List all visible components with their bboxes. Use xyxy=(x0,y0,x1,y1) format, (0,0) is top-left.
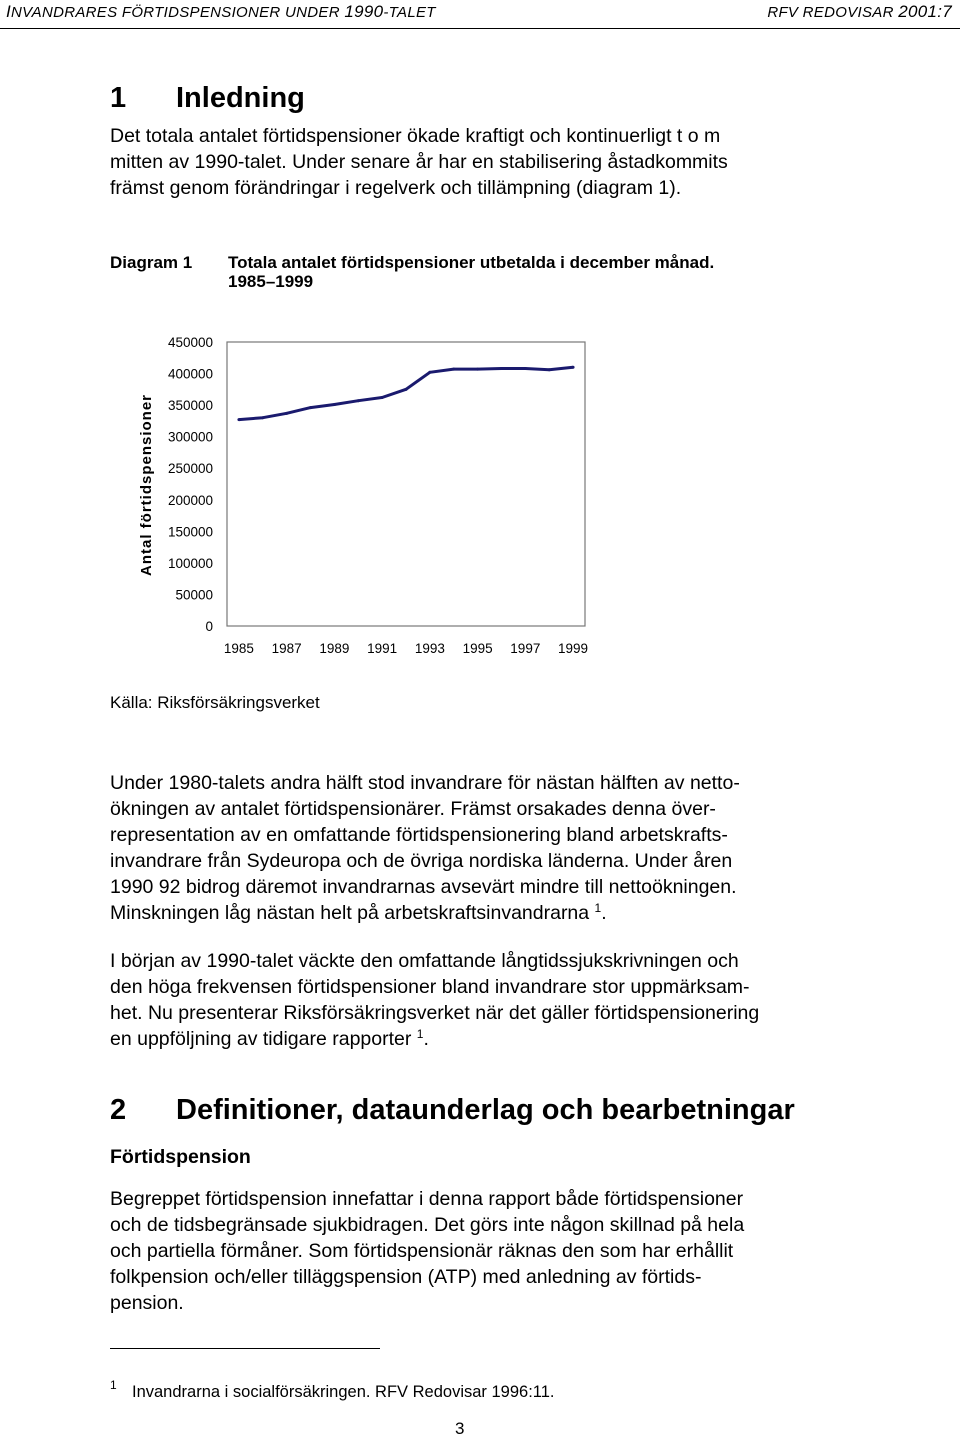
footnote-reference: 1 xyxy=(416,1027,424,1041)
diagram-subtitle: 1985–1999 xyxy=(228,272,314,291)
y-tick-label: 450000 xyxy=(167,335,213,350)
body-line-text: Minskningen låg nästan helt på arbetskraftsinvandrarna xyxy=(110,902,590,924)
y-tick-label: 100000 xyxy=(167,555,213,571)
header-left-initial: I xyxy=(6,2,12,21)
body-line: invandrare från Sydeuropa och de övriga nordiska länderna. Under åren xyxy=(110,850,733,872)
x-tick-label: 1991 xyxy=(367,641,398,656)
x-tick-label: 1987 xyxy=(271,641,302,656)
diagram-label: Diagram 1 xyxy=(110,253,193,272)
section-2-title: Definitioner, dataunderlag och bearbetningar xyxy=(176,1094,795,1126)
body-line: I början av 1990-talet väckte den omfattande långtidssjukskrivningen och xyxy=(110,950,739,972)
body-line xyxy=(110,900,850,926)
data-point xyxy=(476,368,479,371)
body-line: ökningen av antalet förtidspensionärer. Främst orsakades denna över- xyxy=(110,798,716,820)
diagram-title: Totala antalet förtidspensioner utbetalda i december månad. xyxy=(228,253,715,272)
sentence-end: . xyxy=(423,1028,429,1050)
body-line: Under 1980-talets andra hälft stod invandrare för nästan hälften av netto- xyxy=(110,772,740,794)
y-axis-label: Antal förtidspensioner xyxy=(138,393,155,577)
x-tick-label: 1997 xyxy=(510,641,541,656)
y-tick-label: 50000 xyxy=(175,587,213,603)
data-point xyxy=(381,396,384,399)
y-tick-label: 350000 xyxy=(167,398,213,414)
body-line xyxy=(110,1026,850,1052)
data-point xyxy=(261,416,264,419)
header-left-text: NVANDRARES FÖRTIDSPENSIONER UNDER xyxy=(11,4,345,21)
body-paragraph-2 xyxy=(110,948,850,1052)
subheading-fortidspension: Förtidspension xyxy=(110,1146,251,1168)
x-tick-label: 1985 xyxy=(223,641,254,656)
x-tick-label: 1989 xyxy=(319,641,350,656)
body-line: folkpension och/eller tilläggspension (ATP) med anledning av förtids- xyxy=(110,1266,702,1288)
y-tick-label: 400000 xyxy=(167,366,213,382)
intro-line: Det totala antalet förtidspensioner ökade kraftigt och kontinuerligt t o m xyxy=(110,125,721,147)
data-point xyxy=(500,367,503,370)
x-tick-label: 1995 xyxy=(462,641,493,656)
intro-line: mitten av 1990-talet. Under senare år har en stabilisering åstadkommits xyxy=(110,151,728,173)
data-point xyxy=(309,406,312,409)
data-point xyxy=(357,399,360,402)
body-line: representation av en omfattande förtidspensionering bland arbetskrafts- xyxy=(110,824,728,846)
body-line: den höga frekvensen förtidspensioner bland invandrare stor uppmärksam- xyxy=(110,976,750,998)
plot-frame xyxy=(227,342,585,626)
body-line: 1990 92 bidrog däremot invandrarnas avsevärt mindre till nettoökningen. xyxy=(110,876,737,898)
footnote-rule xyxy=(110,1348,380,1349)
data-point xyxy=(428,371,431,374)
body-line: het. Nu presenterar Riksförsäkringsverket när det gäller förtidspensionering xyxy=(110,1002,760,1024)
data-point xyxy=(548,368,551,371)
data-point xyxy=(333,403,336,406)
section-2-heading xyxy=(110,1094,795,1127)
footnote-reference: 1 xyxy=(594,901,602,915)
header-right-issue: 2001:7 xyxy=(898,2,952,21)
data-point xyxy=(452,368,455,371)
footnote xyxy=(110,1378,555,1402)
y-tick-label: 300000 xyxy=(167,429,213,445)
y-tick-label: 200000 xyxy=(167,492,213,508)
body-line: Begreppet förtidspension innefattar i denna rapport både förtidspensioner xyxy=(110,1188,744,1210)
x-tick-label: 1999 xyxy=(558,641,589,656)
body-line: och de tidsbegränsade sjukbidragen. Det görs inte någon skillnad på hela xyxy=(110,1214,745,1236)
section-2-number: 2 xyxy=(110,1094,127,1126)
definition-paragraph xyxy=(110,1186,850,1316)
header-right-text: RFV REDOVISAR xyxy=(767,4,899,21)
data-point xyxy=(285,412,288,415)
footnote-text: Invandrarna i socialförsäkringen. RFV Redovisar 1996:11. xyxy=(132,1383,555,1401)
section-1-number: 1 xyxy=(110,82,127,114)
footnote-number: 1 xyxy=(110,1378,117,1392)
chart-source: Källa: Riksförsäkringsverket xyxy=(110,693,320,712)
y-tick-label: 0 xyxy=(205,619,213,634)
data-point xyxy=(524,367,527,370)
page-number: 3 xyxy=(455,1419,465,1438)
data-point xyxy=(405,388,408,391)
line-chart xyxy=(0,0,960,700)
body-line: pension. xyxy=(110,1292,184,1314)
header-left-suffix: -TALET xyxy=(383,4,436,21)
body-line: och partiella förmåner. Som förtidspensionär räknas den som har erhållit xyxy=(110,1240,734,1262)
header-left-year: 1990 xyxy=(344,2,384,21)
series-line xyxy=(239,367,573,419)
x-tick-label: 1993 xyxy=(414,641,445,656)
body-paragraph-1 xyxy=(110,770,850,926)
section-1-title: Inledning xyxy=(176,82,305,114)
y-tick-label: 250000 xyxy=(167,461,213,477)
body-line-text: en uppföljning av tidigare rapporter xyxy=(110,1028,412,1050)
y-tick-label: 150000 xyxy=(167,524,213,540)
intro-line: främst genom förändringar i regelverk och tillämpning (diagram 1). xyxy=(110,177,682,199)
sentence-end: . xyxy=(601,902,607,924)
data-point xyxy=(237,418,240,421)
data-point xyxy=(572,366,575,369)
